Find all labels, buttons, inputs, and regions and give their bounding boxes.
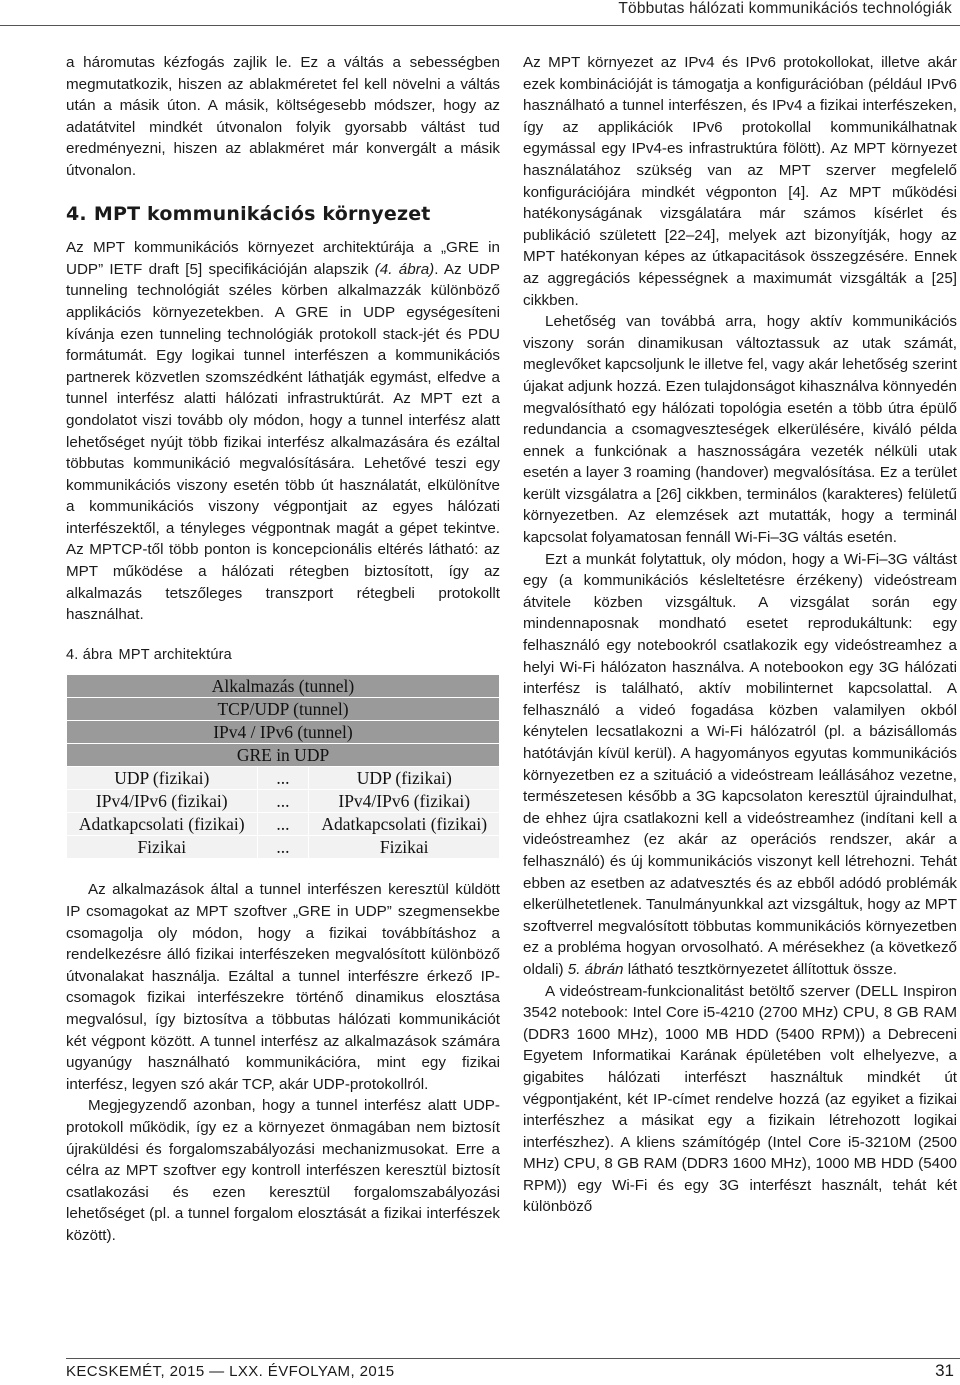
header-rule [0, 25, 960, 26]
table-row [67, 675, 500, 698]
right-paragraph-3 [523, 549, 957, 981]
footer-rule [66, 1358, 960, 1359]
figure-reference: 5. ábrán [567, 960, 624, 978]
section-number: 4. [66, 202, 87, 225]
figure-caption [66, 645, 500, 667]
right-paragraph-1: Az MPT környezet az IPv4 és IPv6 protokollokat, illetve akár ezek kombinációját is támogatja a konfigurációban (például IPv6 használható a tunnel interfészen, és IPv4 a fizikai interfészeken, így az applikációk IPv6 protokollal kommunikálhatnak egymással egy IPv4-es infrastruktúra fölött). Az MPT környezet használatához szükség van az MPT szerver megfelelő konfigurációjára mindkét végponton [4]. Az MPT működési hatékonyságának vizsgálatára már számos kísérlet és publikáció született [22–24], melyek azt bizonyítják, hogy az MPT hatékonyan képes az útkapacitások összegzésére. Ennek az aggregációs képességnek a maximumát vizsgálták a [25] cikkben. [523, 54, 957, 309]
paragraph-after-figure-1: Az alkalmazások által a tunnel interfészen keresztül küldött IP csomagokat az MPT szoftver „GRE in UDP” szegmensekbe csomagolja oly módon, hogy a fizikai továbbításhoz a rendelkezésre álló fizikai interfészeken megvalósított különböző útvonalakat használja. Ezáltal a tunnel interfészre érkező IP-csomagok fizikai interfészekre történő dinamikus elosztása megvalósul, így biztosítva a többutas hálózati kommunikációt két végpont között. A tunnel interfész az alkalmazások számára ugyanúgy használható kommunikációra, mint egy fizikai interfész, legyen szó akár TCP, akár UDP-protokollról. [66, 881, 500, 1093]
page-footer [66, 1358, 960, 1384]
figure-reference: (4. ábra) [374, 260, 435, 278]
table-row [67, 836, 500, 859]
layer-cell-right: Adatkapcsolati (fizikai) [309, 813, 500, 836]
layer-cell-mid: ... [257, 790, 309, 813]
table-row [67, 790, 500, 813]
table-row [67, 767, 500, 790]
layer-cell: TCP/UDP (tunnel) [67, 698, 500, 721]
right-column [523, 52, 957, 1218]
section-title: MPT kommunikációs környezet [93, 202, 431, 225]
paragraph-after-figure-2: Megjegyzendő azonban, hogy a tunnel interfész alatt UDP-protokoll működik, így ez a környezet önmagában nem biztosít újraküldési és forgalomszabályozási mechanizmusokat. Erre a célra az MPT szoftver egy kontroll interfészen keresztül biztosít csatlakozási és ezen keresztül forgalomszabályozási lehetőséget (pl. a tunnel forgalom elosztását a fizikai interfészek között). [66, 1097, 500, 1244]
layer-cell-left: IPv4/IPv6 (fizikai) [67, 790, 258, 813]
layer-cell: Alkalmazás (tunnel) [67, 675, 500, 698]
table-row [67, 813, 500, 836]
section-paragraph-1b: . Az UDP tunneling technológiát széles körben alkalmazzák különböző applikációs környezetekben. A GRE in UDP egységesíteni kívánja ezen tunneling technológiák protokoll stack-jét és PDU formátumát. Egy logikai tunnel interfészen a kommunikációs partnerek közvetlen szomszédként láthatják egymást, elfedve a tunnel interfész alatti hálózati infrastruktúrát. Az MPT ezt a gondolatot viszi tovább oly módon, hogy a tunnel interfész alatt lehetőséget nyújt több fizikai interfész alkalmazására és ezáltal többutas kommunikáció megvalósítására. Lehetővé teszi egy kommunikációs viszony esetén több út használatát, elkülönítve a kommunikációs viszony végpontjait az egyes hálózati interfészektől, a tényleges végpontnak magát a gépet tekintve. Az MPTCP-től több ponton is koncepcionális eltérés látható: az MPT működése a hálózati rétegben biztosított, így az alkalmazás tetszőleges transzport rétegbeli protokollt használhat. [66, 260, 500, 624]
section-paragraph-1a: Az MPT kommunikációs környezet architektúrája a „GRE in UDP” IETF draft [5] specifikációján alapszik [66, 239, 500, 278]
layer-cell-mid: ... [257, 836, 309, 859]
layer-cell-left: UDP (fizikai) [67, 767, 258, 790]
section-paragraph-1 [66, 237, 500, 626]
figure-label: 4. ábra [66, 646, 113, 663]
table-row [67, 721, 500, 744]
layer-cell-right: UDP (fizikai) [309, 767, 500, 790]
right-paragraph-3b: látható tesztkörnyezetet állítottuk össze. [623, 960, 898, 978]
layer-cell-right: Fizikai [309, 836, 500, 859]
layer-cell-right: IPv4/IPv6 (fizikai) [309, 790, 500, 813]
left-column [66, 52, 500, 1247]
layer-cell: GRE in UDP [67, 744, 500, 767]
running-title: Többutas hálózati kommunikációs technológiák [618, 0, 952, 17]
layer-cell-left: Fizikai [67, 836, 258, 859]
figure-caption-text: MPT architektúra [118, 646, 232, 663]
page-number: 31 [935, 1361, 954, 1380]
layer-cell-mid: ... [257, 813, 309, 836]
section-heading [66, 204, 500, 226]
right-paragraph-4: A videóstream-funkcionalitást betöltő szerver (DELL Inspiron 3542 notebook: Intel Core i5-4210 (2700 MHz) CPU, 8 GB RAM (DDR3 1600 MHz), 1000 MB HDD (5400 RPM)) a Debreceni Egyetem Informatikai Karának épületében volt elhelyezve, a gigabites hálózati interfészt használtuk mindkét út végpontjaként, két IP-címet rendelve hozzá (az egyiket a fizikai interfészhez a másikat egy a fizikain létrehozott logikai interfészhez). A kliens számítógép (Intel Core i5-3210M (2500 MHz) CPU, 8 GB RAM (DDR3 1600 MHz), 1000 MB HDD (5400 RPM)) egy Wi-Fi és egy 3G interfészt használt, tehát két különböző [523, 982, 957, 1216]
layer-cell-mid: ... [257, 767, 309, 790]
right-paragraph-3a: Ezt a munkát folytattuk, oly módon, hogy a Wi-Fi–3G váltást egy (a kommunikációs késleltetésre érzékeny) videóstream átvitele közben vizsgáltuk. A vizsgálat során egy mindennaposnak mondható esetet reprodukáltunk: egy felhasználó egy notebookról csatlakozik egy videóstreamhez a helyi Wi-Fi hálózaton használva. A notebookon egy 3G hálózati interfész is található, aktív mobilinternet kapcsolattal. A felhasználó a videó fogadása közben valamilyen okból kénytelen lecsatlakozni a Wi-Fi hálózatról (pl. a bázisállomás hatótávján kívül kerül). A hagyományos egyutas kommunikációs környezetben ez a szituáció a videóstream leállásához vezetne, természetesen később a 3G kapcsolaton keresztül újraindulhat, de ehhez újra csatlakozni kell a videóstreamhez (indítani kell a videóstreamhez (ez akár az operációs rendszer, akár a felhasználó) és új kommunikációs viszonyt kell létrehozni. Tehát ebben az esetben az adatvesztés és az ebből adódó problémák elkerülhetetlenek. Tanulmányunkkal azt vizsgáltuk, hogy az MPT szoftverrel megvalósított többutas kommunikációs környezetben ez a probléma hogyan orvosolható. A mérésekhez (a következő oldali) [523, 550, 957, 978]
page-header [0, 0, 960, 26]
mpt-architecture-table [66, 674, 500, 859]
layer-cell: IPv4 / IPv6 (tunnel) [67, 721, 500, 744]
journal-info: KECSKEMÉT, 2015 — LXX. ÉVFOLYAM, 2015 [66, 1363, 395, 1380]
right-paragraph-2: Lehetőség van továbbá arra, hogy aktív kommunikációs viszony során dinamikusan változtassuk az utak számát, meglevőket kapcsoljunk le illetve fel, vagy akár lehetőség szerint újakat adjunk hozzá. Ezen tulajdonságot kihasználva könnyedén megvalósítható egy hálózati topológia esetén a több útra épülő redundancia a csomagveszteségek elkerülésére, kiváló példa ennek a funkciónak a hasznosságára vezeték nélküli utak esetén a layer 3 roaming (handover) megvalósítása. Ez a terület került vizsgálatra a [26] cikkben, terminálos (karakteres) felületű környezetben. Az elemzések azt mutatták, hogy a terminál kapcsolat folyamatosan fennáll Wi-Fi–3G váltás esetén. [523, 313, 957, 547]
intro-paragraph: a háromutas kézfogás zajlik le. Ez a váltás a sebességben megmutatkozik, hiszen az ablakméretet fel kell növelni a váltás után a másik úton. A másik, költségesebb módszer, hogy az adatátvitel mindkét útvonalon folyik gyorsabb váltást tud eredményezni, hiszen az ablakméret már konvergált a másik útvonalon. [66, 54, 500, 179]
table-row [67, 698, 500, 721]
layer-cell-left: Adatkapcsolati (fizikai) [67, 813, 258, 836]
table-row [67, 744, 500, 767]
